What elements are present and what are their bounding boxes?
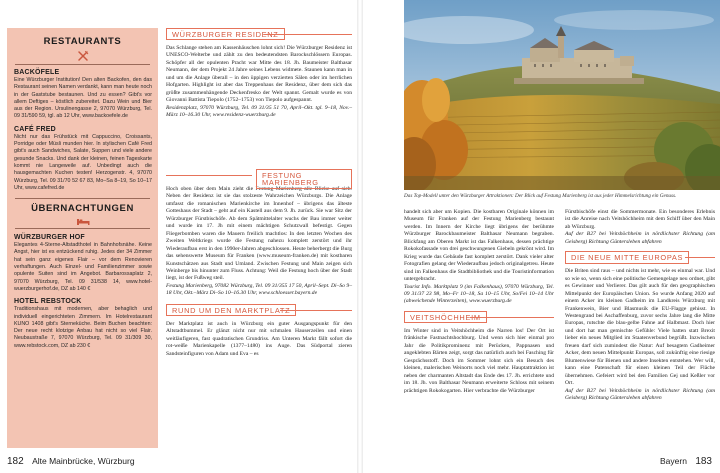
- sidebar-divider: [15, 228, 150, 229]
- section-heading-veitshoechheim: [404, 311, 554, 325]
- sidebar-entry: [7, 126, 158, 192]
- sidebar-divider: [15, 64, 150, 65]
- heading-neue-mitte: DIE NEUE MITTE EUROPAS: [565, 251, 689, 263]
- bed-icon: [76, 217, 90, 226]
- heading-rule: [264, 34, 352, 35]
- entry-title-backoefele: BACKÖFELE: [14, 69, 60, 76]
- column-3: [404, 209, 554, 395]
- folio-left: [7, 456, 135, 467]
- folio-label-left: Alte Mainbrücke, Würzburg: [32, 456, 135, 466]
- book-gutter: [357, 0, 363, 473]
- sidebar-entry: [7, 298, 158, 350]
- heading-marienberg: FESTUNG MARIENBERG: [256, 169, 352, 189]
- text-marienberg: Hoch oben über dem Main zieht die Festung Marienberg alle Blicke auf sich. Neben der Residenz ist sie das stolzeste Wahrzeichen Würzburgs. Die Anlage umfasst die romanischen Marienkirche im Innenhof – übrigens das älteste Gotteshaus der Stadt – geht auf ein Kastell aus dem 9. Jh. zurück. Sie war Sitz der Würzburger Fürstbischöfe. Ab dem Spätmittelalter wuchs der Bau immer weiter und wurde im 17. Jh mit einem mächtigen Schutzwall befestigt. Gegen Fliegerbomben waren die Mauern freilich machtlos: In den letzten Wochen des Zweiten Weltkriegs wurde die Festung nahezu komplett zerstört und ihr Wiederaufbau erst in den 1990er-Jahren abgeschlossen. Heute beherbergt die Burg das sehenswerte Museum für Franken (www.museum-franken.de) mit kostbaren Kunstschätzen aus Stadt und Umland. Zwischen Festung und Main zeigen sich Weinberge bis hinunter zum Fluss. Achtung: Weil die Festung hoch über der Stadt liegt, ist der Fußweg steil.: [166, 186, 352, 282]
- column-4: [565, 209, 715, 402]
- section-heading-neue-mitte: [565, 251, 715, 265]
- info-tourist-wuerzburg: Tourist Info. Marktplatz 9 (im Falkenhaus), 97070 Würzburg, Tel. 09 31/37 23 98, Mo–Fr 10–18, Sa 10–15 Uhr, So/Fei 10–14 Uhr (abweichende Winterzeiten), www.wuerzburg.de: [404, 283, 554, 305]
- entry-text-cafe-fred: Nicht nur das Frühstück mit Cappuccino, Croissants, Porridge oder Müsli munden hier. In stylischen Café Fred gibt's auch Sandwiches, Salate, Suppen und viele andere gesunde Snacks. Und dank der kleinen, feinen Tageskarte kommt nie Langeweile auf. Unbedingt auch die hausgemachten Kuchen testen! Herzogenstr. 4, 97070 Würzburg, Tel. 09 31/70 52 67 83, Mo–Sa 8–19, So 10–17 Uhr, www.cafefred.de: [14, 133, 152, 191]
- section-heading-marktplatz: [166, 304, 352, 318]
- column-2: [166, 169, 352, 358]
- sidebar-entry: [7, 234, 158, 293]
- text-veitshoechheim: Im Winter sind in Veitshöchheim die Narren los! Der Ort ist fränkische Fastnachtshochburg. Und wenn sich hier einmal pro Jahr die Politikprominenz mit Perücken, Pappnasen und angeklebten Bärten zeigt, sorgt das natürlich auch bei Fasching für Gesprächsstoff. Doch im Sommer lohnt sich ein Besuch des kleinen, malerischen Weinorts noch viel mehr. Hauptattraktion ist neben der charmanten Altstadt das Ende des 17. Jh. errichtete und im 18. Jh. von Balthasar Neumann erweiterte Schloss mit seinem prächtigen Rokokogarten. Hier verbrachte die Würzburger: [404, 327, 554, 394]
- info-tourist-veitshoechheim: Auf der B27 bei Veitshöchheim in nördlichster Richtung (am Geisberg) Richtung Güntersleben abfahren: [565, 231, 715, 245]
- heading-rule: [470, 317, 554, 318]
- photo-caption: Das Top-Modell unter den Würzburger Attraktionen: Der Blick auf Festung Marienberg ist aus jeder Himmelsrichtung ein Genuss.: [404, 193, 677, 199]
- entry-text-backoefele: Eine Würzburger Institution! Den alten Backofen, den das Restaurant seinen Namen verdankt, kann man heute noch in der Gaststube bestaunen. Und zu essen? Gibt's vor allem Deftiges – köstlich zubereitet. Dazu Wein und Bier aus der Region. Ursulinengasse 2, 97070 Würzburg, Tel. 09 31/590 59, tgl. ab 12 Uhr, www.backoefele.de: [14, 77, 152, 120]
- text-marktplatz-cont: handelt sich aber um Kopien. Die kostbaren Originale können im Museum für Franken auf der Festung Marienberg bestaunt werden. Im Innern der Kirche liegt übrigens der berühmte Würzburger Barockbaumeister Balthasar Neumann begraben. Blickfang am Oberen Markt ist das Falkenhaus, dessen prächtige Rokokofassade von drei geschwungenen Giebeln gekrönt wird. Im Krieg wurde das Gebäude fast komplett zerstört. Dank vieler alter Fotografien gelang der Wiederaufbau jedoch originalgetreu. Heute sind im Falkenhaus die Stadtbibliothek und die Touristinformation untergebracht.: [404, 209, 554, 283]
- sidebar-entry: [7, 69, 158, 121]
- heading-marktplatz: RUND UM DEN MARKTPLATZ: [166, 304, 296, 316]
- info-marienberg: Festung Marienberg, 97082 Würzburg, Tel. 09 31/355 17 50, April–Sept. Di–So 9–18 Uhr, Okt.–März Di–So 10–16.30 Uhr, www.schloesser.bayern.de: [166, 282, 352, 297]
- page-number-left: 182: [7, 456, 24, 467]
- overnight-header: [7, 198, 158, 229]
- entry-text-wuerzburger-hof: Elegantes 4-Sterne-Altstadthotel in Bahnhofsnähe. Keine Angst, hier ist es entzückend ruhig. Jedes der 34 Zimmer hat sein ganz eigenes Flair – vor dem Renovieren verhaftungen. Auch Einzel- und Familienzimmer sowie opulente Suiten sind im Angebot. Barbarossaplatz 2, 97070 Würzburg, Tel. 09 31/538 14, www.hotel-wuerzburgerhof.de, DZ ab 140 €: [14, 242, 152, 292]
- restaurants-header: [7, 28, 158, 65]
- folio-right: [660, 456, 712, 467]
- entry-text-rebstock: Traditionshaus mit modernen, aber behaglich und individuell eingerichteten Zimmern. Im Hotelrestaurant KUNO 1408 gibt's Sterneküche. Beim Buchen beachten: Der neue recht klotzige Anbau hat nicht so viel Flair. Neubaustraße 7, 97070 Würzburg, Tel. 09 31/309 30, www.rebstock.com, DZ ab 230 €: [14, 306, 152, 349]
- section-heading-marienberg: [166, 169, 352, 188]
- heading-rule: [685, 257, 715, 258]
- text-marktplatz: Der Marktplatz ist auch in Würzburg ein guter Ausgangspunkt für den Altstadtbummel. Er glänzt nicht nur mit schmalen Hauserzeilen und einen weitläufigeren, fast quadratischen Grundriss. Am Unteren Markt fällt sofort die rot-weiße Marienkapelle (1377–1480) ins Auge. Das Südportal zieren Sandsteinfiguren von Adam und Eva – es: [166, 320, 352, 357]
- entry-title-cafe-fred: CAFÉ FRED: [14, 125, 56, 133]
- folio-label-right: Bayern: [660, 456, 687, 466]
- fork-knife-icon: [77, 50, 89, 62]
- heading-rule: [280, 310, 352, 311]
- text-veitshoechheim-cont: Fürstbischöfe einst die Sommermonate. Ein besonderes Erlebnis ist die Anreise nach Veitshöchheim mit dem Schiff über den Main ab Würzburg.: [565, 209, 715, 230]
- info-neue-mitte: Auf der B27 bei Veitshöchheim in nördlichster Richtung (am Geisberg) Richtung Güntersleben abfahren: [565, 387, 715, 401]
- section-heading-residenz: [166, 28, 352, 42]
- text-residenz: Das Schlange stehen am Kassenhäuschen lohnt sich! Die Würzburger Residenz ist UNESCO-Welterbe und zählt zu den bedeutendsten Barockschlössern Europas. Schöpfer all der opulenten Pracht war Mitte des 18. Jh. Baumeister Balthasar Neumann, der dem Projekt 24 Jahre seines Lebens widmete. Staunen kann man in und um die Anlage überall – in den üppigen verzierten Sälen oder im herrlichen Hofgarten. Highlight ist aber das Treppenhaus der Residenz, über dem sich das größte zusammenhängende Deckenfresko der Welt spannt. Gemalt wurde es von Giovanni Battista Tiepolo (1752–1753) von Tiepolo aufgespannt.: [166, 45, 352, 104]
- entry-title-rebstock: HOTEL REBSTOCK: [14, 298, 82, 306]
- heading-veitshoechheim: VEITSHÖCHHEIM: [404, 311, 487, 323]
- restaurants-title: RESTAURANTS: [43, 36, 122, 47]
- tips-sidebar: [7, 28, 158, 448]
- overnight-title: ÜBERNACHTUNGEN: [31, 203, 134, 215]
- entry-title-wuerzburger-hof: WÜRZBURGER HOF: [14, 234, 85, 242]
- column-1: [166, 28, 352, 120]
- text-neue-mitte: Die Briten sind raus – und nichts ist mehr, wie es einmal war. Und so wie so, wenn sich eine politische Gemengelage neu ordnet, gibt es Gewinner und Verlierer. Das gilt auch für den geographischen Mittelpunkt der Europäischen Union. So wurde Anfang 2020 auf einem Acker im kleinen Gadheim im Landkreis Würzburg mit Frankenwein, Bier und Blasmusik die EU-Flagge gehisst. In Westengrand bei Aschaffenburg, zuvor sechs Jahre lang die Mitte Europas, rutschte die blau-gelbe Fahne auf Halbmast. Doch hier und dort hat man gemischte Gefühle: Viele hatten statt Brexit lieber ein neues Mitglied im Staatenverbund begrüßt. Inzwischen freuen darf sich zumindest die Natur: Auf besagtem Gadheimer Acker, dem neuen Mittelpunkt Europas, soll zukünftig eine riesige Blumenwiese für Bienen und andere Insekten entstehen. Wer will, kann eine Patenschaft für einen kleinen Teil der Fläche übernehmen. Gefeiert wird bei den Familien Gej und Keßler vor Ort.: [565, 268, 715, 387]
- info-residenz: Residenzplatz, 97070 Würzburg, Tel. 09 31/35 51 70, April–Okt. tgl. 9–18, Nov.–März 10–16.30 Uhr, www.residenz-wuerzburg.de: [166, 104, 352, 119]
- festung-marienberg-photo: [404, 0, 720, 190]
- sidebar-divider: [15, 198, 150, 199]
- heading-rule: [166, 175, 252, 176]
- heading-residenz: WÜRZBURGER RESIDENZ: [166, 28, 285, 40]
- page-number-right: 183: [695, 456, 712, 467]
